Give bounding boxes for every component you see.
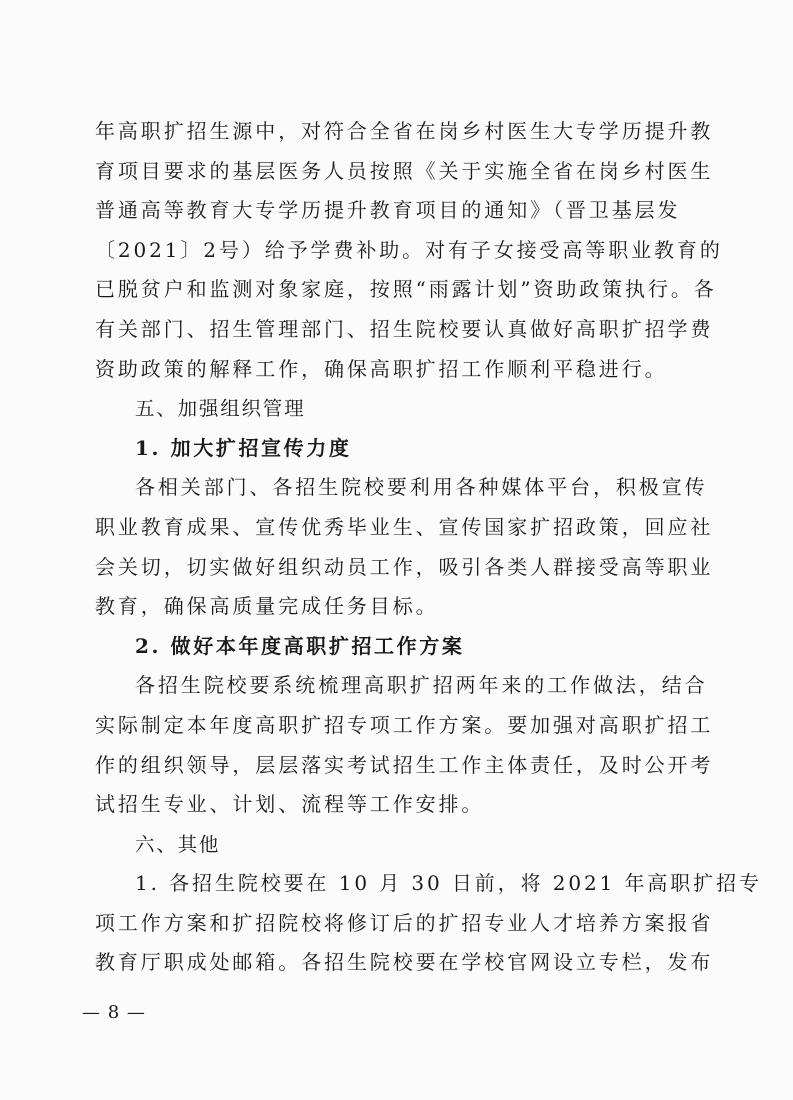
page-number: — 8 —: [82, 1002, 146, 1023]
paragraph-line: 教育厅职成处邮箱。各招生院校要在学校官网设立专栏，发布: [95, 950, 714, 975]
paragraph-line: 1. 各招生院校要在 10 月 30 日前，将 2021 年高职扩招专: [135, 871, 762, 896]
subsection-heading: 1. 加大扩招宣传力度: [135, 435, 352, 460]
paragraph-line: 教育，确保高质量完成任务目标。: [95, 594, 439, 619]
paragraph-line: 各招生院校要系统梳理高职扩招两年来的工作做法，结合: [135, 673, 708, 698]
paragraph-line: 作的组织领导，层层落实考试招生工作主体责任，及时公开考: [95, 752, 714, 777]
subsection-heading: 2. 做好本年度高职扩招工作方案: [135, 633, 465, 658]
paragraph-line: 年高职扩招生源中，对符合全省在岗乡村医生大专学历提升教: [95, 119, 714, 143]
paragraph-line: 项工作方案和扩招院校将修订后的扩招专业人才培养方案报省: [95, 910, 714, 935]
section-heading: 六、其他: [135, 832, 221, 856]
paragraph-line: 有关部门、招生管理部门、招生院校要认真做好高职扩招学费: [95, 316, 714, 341]
paragraph-line: 实际制定本年度高职扩招专项工作方案。要加强对高职扩招工: [95, 712, 714, 737]
paragraph-line: 资助政策的解释工作，确保高职扩招工作顺利平稳进行。: [95, 356, 668, 381]
paragraph-line: 〔2021〕2号）给予学费补助。对有子女接受高等职业教育的: [95, 237, 723, 262]
document-body: [95, 112, 762, 983]
paragraph-line: 试招生专业、计划、流程等工作安排。: [95, 792, 485, 817]
section-heading: 五、加强组织管理: [135, 397, 306, 421]
paragraph-line: 会关切，切实做好组织动员工作，吸引各类人群接受高等职业: [95, 554, 714, 579]
paragraph-line: 普通高等教育大专学历提升教育项目的通知》（晋卫基层发: [95, 198, 681, 223]
paragraph-line: 已脱贫户和监测对象家庭，按照“雨露计划”资助政策执行。各: [95, 277, 717, 302]
paragraph-line: 育项目要求的基层医务人员按照《关于实施全省在岗乡村医生: [95, 158, 714, 183]
paragraph-line: 职业教育成果、宣传优秀毕业生、宣传国家扩招政策，回应社: [95, 514, 714, 539]
paragraph-line: 各相关部门、各招生院校要利用各种媒体平台，积极宣传: [135, 475, 708, 500]
